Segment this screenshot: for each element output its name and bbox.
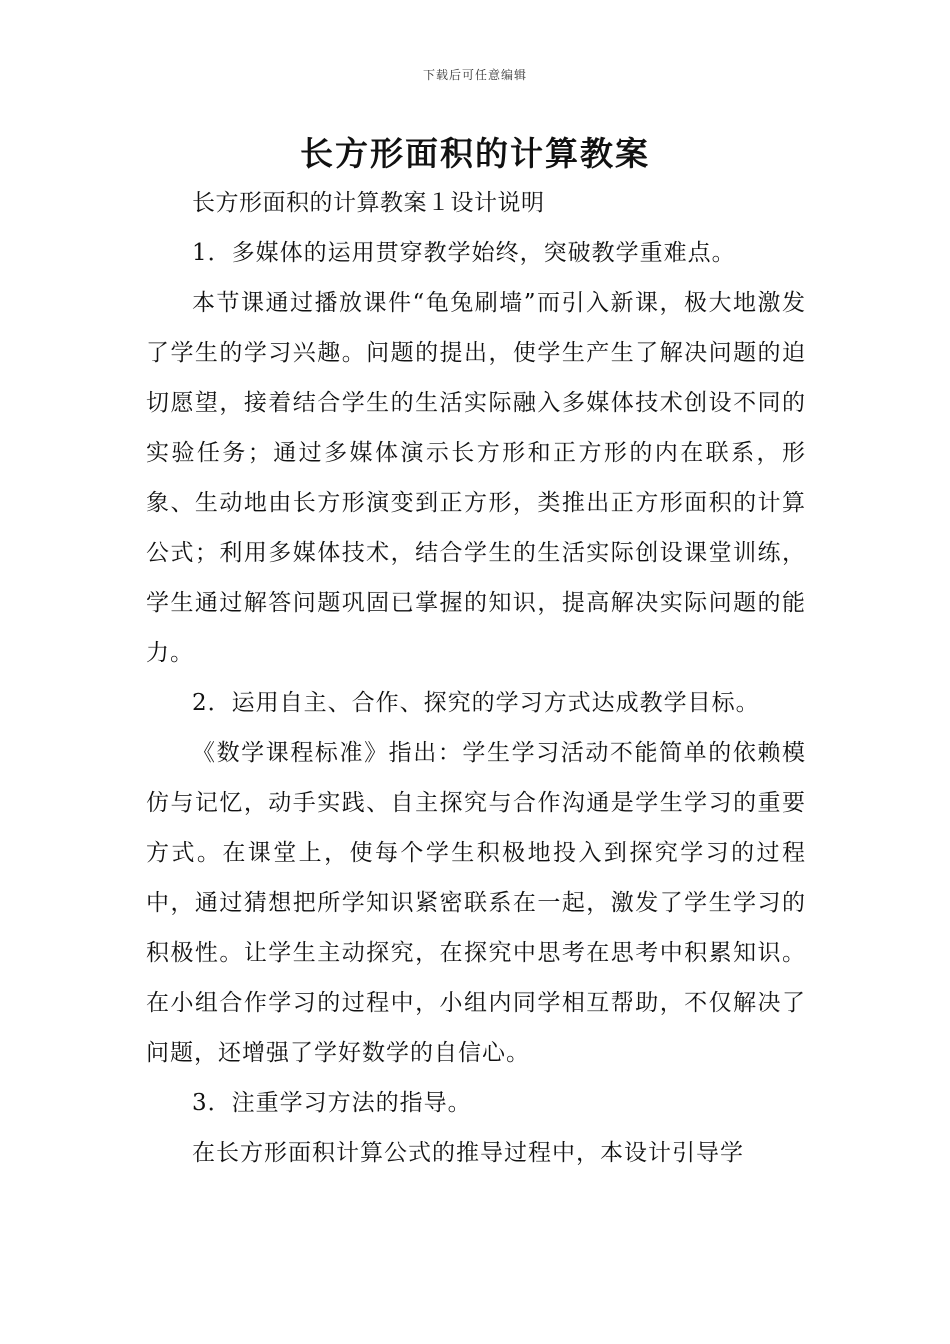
point3-heading: 3．注重学习方法的指导。 bbox=[192, 1090, 472, 1116]
header-note: 下载后可任意编辑 bbox=[422, 68, 527, 82]
point2-body: 《数学课程标准》指出：学生学习活动不能简单的依赖模仿与记忆，动手实践、自主探究与合作沟通是学生学习的重要方式。在课堂上，使每个学生积极地投入到探究学习的过程中，通过猜想把所学知识紧密联系在一起，激发了学生学习的积极性。让学生主动探究，在探究中思考在思考中积累知识。在小组合作学习的过程中，小组内同学相互帮助，不仅解决了问题，还增强了学好数学的自信心。 bbox=[146, 740, 806, 1066]
point3-body: 在长方形面积计算公式的推导过程中，本设计引导学 bbox=[192, 1140, 744, 1166]
point2-heading: 2．运用自主、合作、探究的学习方式达成教学目标。 bbox=[192, 690, 760, 716]
document-subtitle: 长方形面积的计算教案１设计说明 bbox=[192, 190, 545, 216]
document-title: 长方形面积的计算教案 bbox=[300, 134, 650, 173]
point1-heading: 1．多媒体的运用贯穿教学始终，突破教学重难点。 bbox=[192, 240, 736, 266]
point1-body: 本节课通过播放课件“龟兔刷墙”而引入新课，极大地激发了学生的学习兴趣。问题的提出，使学生产生了解决问题的迫切愿望，接着结合学生的生活实际融入多媒体技术创设不同的实验任务；通过多媒体演示长方形和正方形的内在联系，形象、生动地由长方形演变到正方形，类推出正方形面积的计算公式；利用多媒体技术，结合学生的生活实际创设课堂训练，学生通过解答问题巩固已掌握的知识，提高解决实际问题的能力。 bbox=[146, 290, 806, 666]
document-body bbox=[146, 178, 806, 1178]
